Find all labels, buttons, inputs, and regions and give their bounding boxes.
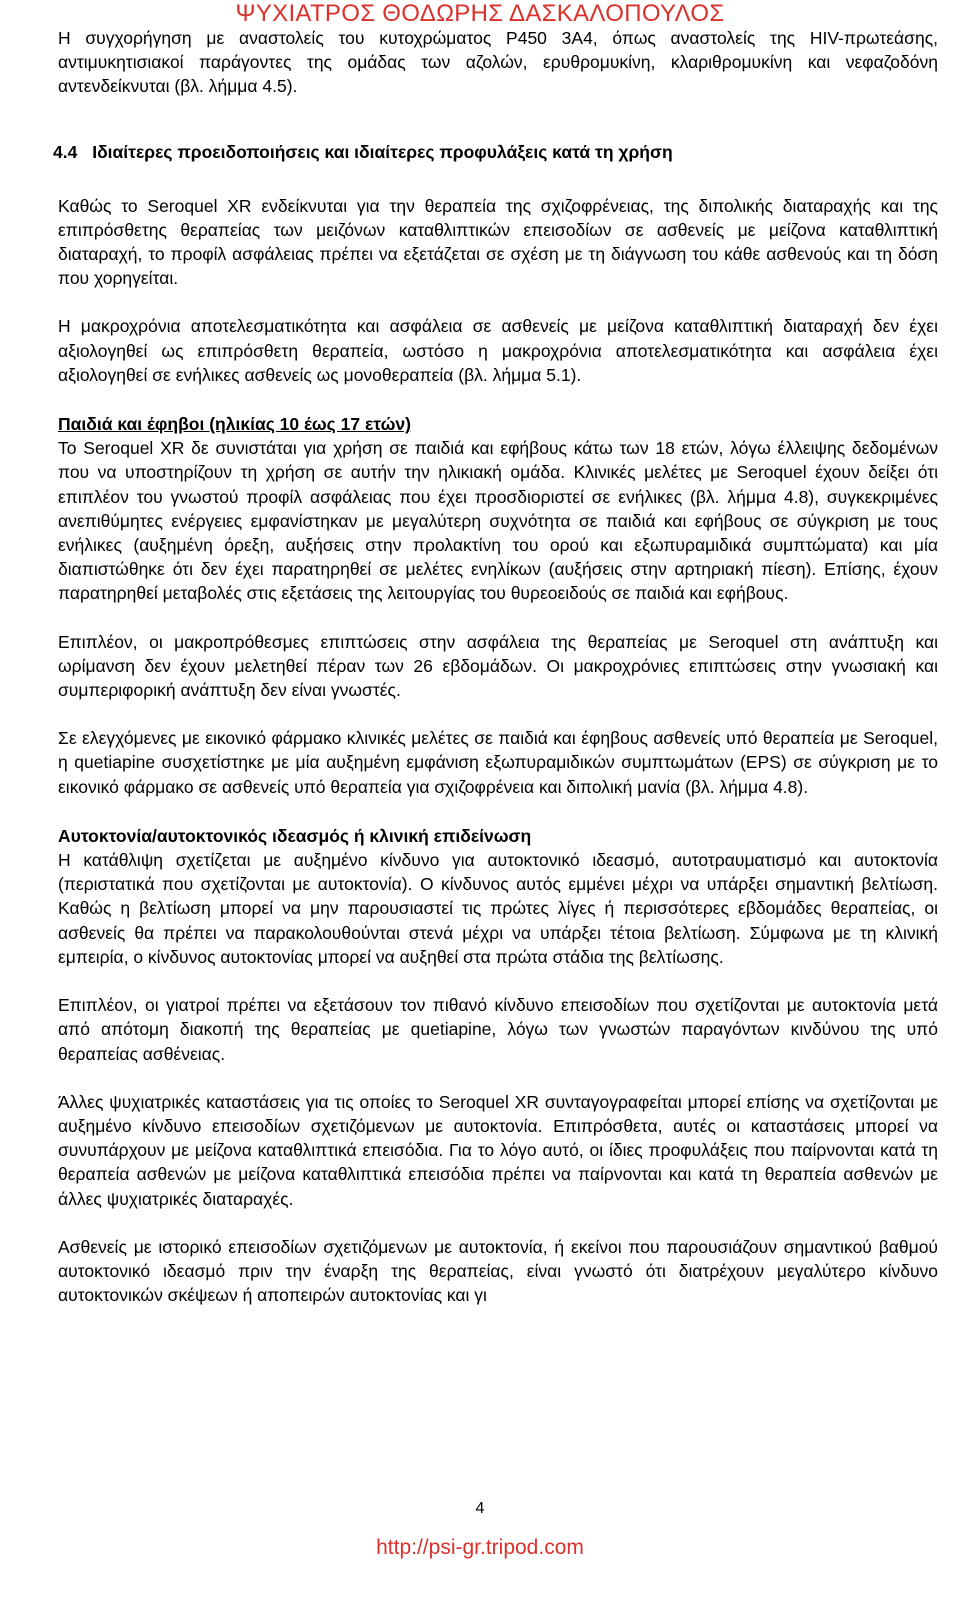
document-body — [53, 26, 938, 1307]
paragraph: Επιπλέον, οι γιατροί πρέπει να εξετάσουν τον πιθανό κίνδυνο επεισοδίων που σχετίζονται με αυτοκτονία μετά από απότομη διακοπή της θεραπείας με quetiapine, λόγω των γνωστών παραγόντων κινδύνου της υπό θεραπείας ασθένειας. — [58, 995, 938, 1064]
paragraph: Το Seroquel XR δε συνιστάται για χρήση σε παιδιά και εφήβους κάτω των 18 ετών, λόγω έλλειψης δεδομένων που να υποστηρίζουν τη χρήση σε αυτήν την ηλικιακή ομάδα. Κλινικές μελέτες με Seroquel έχουν δείξει ότι επιπλέον του γνωστού προφίλ ασφάλειας που έχει προσδιοριστεί σε ενήλικες (βλ. λήμμα 4.8), συγκεκριμένες ανεπιθύμητες ενέργειες εμφανίστηκαν με μεγαλύτερη συχνότητα σε παιδιά και εφήβους σε σύγκριση με τους ενήλικες (αυξημένη όρεξη, αυξήσεις στην προλακτίνη του ορού και εξωπυραμιδικά συμπτώματα) και μία διαπιστώθηκε ότι δεν έχει παρατηρηθεί σε μελέτες ενηλίκων (αυξήσεις στην αρτηριακή πίεση). Επίσης, έχουν παρατηρηθεί μεταβολές στις εξετάσεις της λειτουργίας του θυρεοειδούς σε παιδιά και εφήβους. — [58, 438, 938, 604]
paragraph: Η κατάθλιψη σχετίζεται με αυξημένο κίνδυνο για αυτοκτονικό ιδεασμό, αυτοτραυματισμό και αυτοκτονία (περιστατικά που σχετίζονται με αυτοκτονία). Ο κίνδυνος αυτός εμμένει μέχρι να υπάρξει σημαντική βελτίωση. Καθώς η βελτίωση μπορεί να μην παρουσιαστεί τις πρώτες λίγες ή περισσότερες εβδομάδες θεραπείας, οι ασθενείς θα πρέπει να παρακολουθούνται στενά μέχρι να υπάρξει τέτοια βελτίωση. Σύμφωνα με τη κλινική εμπειρία, ο κίνδυνος αυτοκτονίας μπορεί να αυξηθεί στα πρώτα στάδια της βελτίωσης. — [58, 850, 938, 967]
paragraph: Επιπλέον, οι μακροπρόθεσμες επιπτώσεις στην ασφάλεια της θεραπείας με Seroquel στη ανάπτυξη και ωρίμανση δεν έχουν μελετηθεί πέραν των 26 εβδομάδων. Οι μακροχρόνιες επιπτώσεις στην γνωσιακή και συμπεριφορική ανάπτυξη δεν είναι γνωστές. — [58, 631, 938, 701]
paragraph: Καθώς το Seroquel XR ενδείκνυται για την θεραπεία της σχιζοφρένειας, της διπολικής διαταραχής και της επιπρόσθετης θεραπείας των μειζόνων καταθλιπτικών επεισοδίων σε ασθενείς με μείζονα καταθλιπτική διαταραχή, το προφίλ ασφάλειας πρέπει να εξετάζεται σε σχέση με τη διάγνωση του κάθε ασθενούς και τη δόση που χορηγείται. — [58, 195, 938, 289]
header-watermark: ΨΥΧΙΑΤΡΟΣ ΘΟΔΩΡΗΣ ΔΑΣΚΑΛΟΠΟΥΛΟΣ — [235, 0, 725, 27]
paragraph: Η μακροχρόνια αποτελεσματικότητα και ασφάλεια σε ασθενείς με μείζονα καταθλιπτική διαταραχή δεν έχει αξιολογηθεί ως επιπρόσθετη θεραπεία, ωστόσο η μακροχρόνια αποτελεσματικότητα και ασφάλεια έχει αξιολογηθεί σε ενήλικες ασθενείς ως μονοθεραπεία (βλ. λήμμα 5.1). — [58, 316, 938, 385]
intro-paragraph: Η συγχορήγηση με αναστολείς του κυτοχρώματος P450 3A4, όπως αναστολείς της HIV-πρωτεάσης, αντιμυκητισιακοί παράγοντες της ομάδας των αζολών, ερυθρομυκίνη, κλαριθρομυκίνη και νεφαζοδόνη αντενδείκνυται (βλ. λήμμα 4.5). — [58, 28, 938, 97]
paragraph: Άλλες ψυχιατρικές καταστάσεις για τις οποίες το Seroquel XR συνταγογραφείται μπορεί επίσης να σχετίζονται με αυξημένο κίνδυνο επεισοδίων σχετιζόμενων με αυτοκτονία. Επιπρόσθετα, αυτές οι καταστάσεις μπορεί να συνυπάρχουν με μείζονα καταθλιπτικά επεισόδια. Για το λόγο αυτό, οι ίδιες προφυλάξεις που παίρνονται κατά τη θεραπεία ασθενών με μείζονα καταθλιπτικά επεισόδια πρέπει να παίρνονται και κατά τη θεραπεία ασθενών με άλλες ψυχιατρικές διαταραχές. — [58, 1091, 938, 1209]
footer-url-link[interactable]: http://psi-gr.tripod.com — [376, 1536, 584, 1559]
paragraph: Σε ελεγχόμενες με εικονικό φάρμακο κλινικές μελέτες σε παιδιά και έφηβους ασθενείς υπό θεραπεία με Seroquel, η quetiapine συσχετίστηκε με μία αυξημένη εμφάνιση εξωπυραμιδικών συμπτωμάτων (EPS) σε σύγκριση με το εικονικό φάρμακο σε ασθενείς υπό θεραπεία για σχιζοφρένεια και διπολική μανία (βλ. λήμμα 4.8). — [58, 728, 938, 797]
page-number: 4 — [475, 1500, 485, 1517]
children-heading: Παιδιά και έφηβοι (ηλικίας 10 έως 17 ετών) — [58, 414, 411, 435]
section-number: 4.4 — [53, 141, 78, 162]
suicide-block — [58, 824, 938, 969]
section-heading — [53, 140, 938, 164]
paragraph: Ασθενείς με ιστορικό επεισοδίων σχετιζόμενων με αυτοκτονία, ή εκείνοι που παρουσιάζουν σημαντικού βαθμού αυτοκτονικό ιδεασμό πριν την έναρξη της θεραπείας, είναι γνωστό ότι διατρέχουν μεγαλύτερο κίνδυνο αυτοκτονικών σκέψεων ή αποπειρών αυτοκτονίας και γι — [58, 1236, 938, 1306]
subsection-heading — [58, 412, 938, 436]
children-block — [58, 412, 938, 606]
section-title: Ιδιαίτερες προειδοποιήσεις και ιδιαίτερες προφυλάξεις κατά τη χρήση — [92, 141, 673, 162]
subsection-heading: Αυτοκτονία/αυτοκτονικός ιδεασμός ή κλινική επιδείνωση — [58, 825, 532, 846]
